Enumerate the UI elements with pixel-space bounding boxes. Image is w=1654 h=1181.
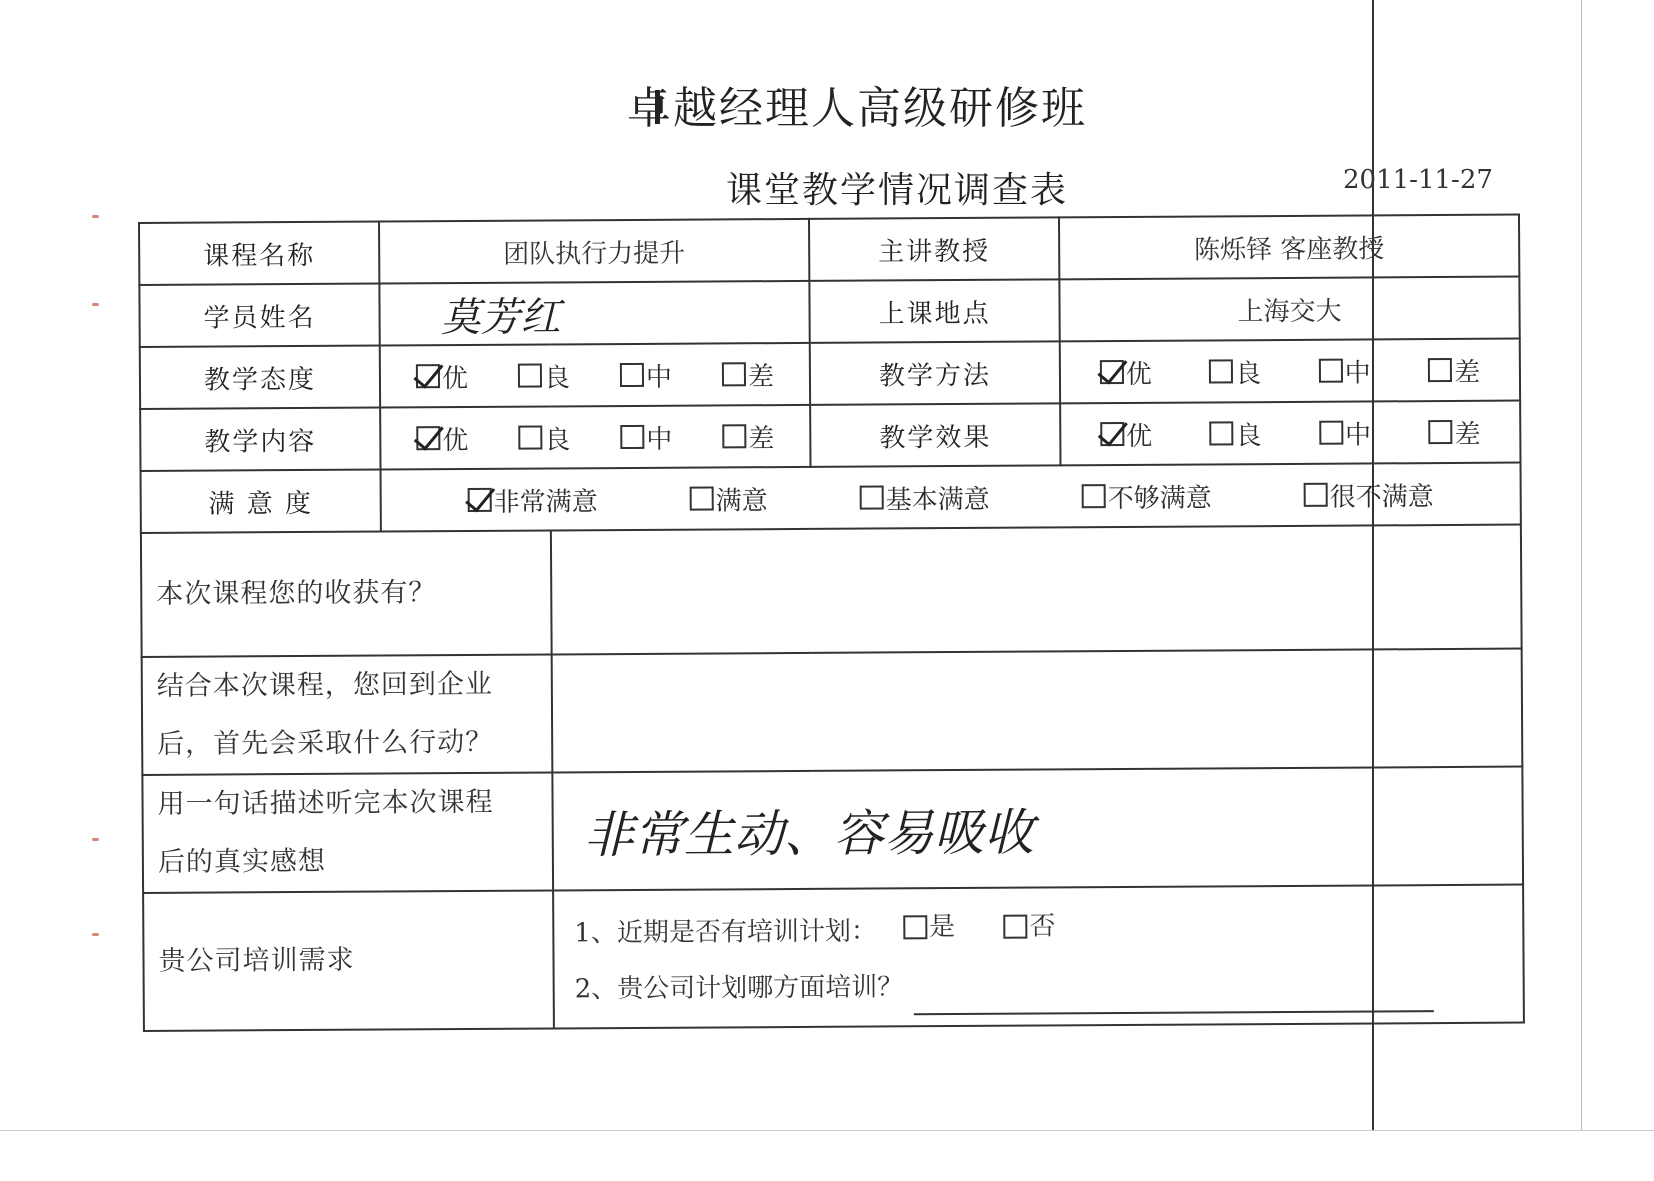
- checkbox-checked-icon[interactable]: [1100, 360, 1124, 384]
- question-gains: 本次课程您的收获有？: [141, 530, 552, 657]
- location-value[interactable]: 上海交大: [1059, 277, 1519, 342]
- attitude-option-good[interactable]: 良: [518, 357, 570, 394]
- attitude-label: 教学态度: [140, 346, 380, 409]
- lecturer-value[interactable]: 陈烁铎 客座教授: [1059, 215, 1519, 280]
- content-option-average[interactable]: 中: [620, 418, 672, 455]
- training-plan-no[interactable]: 否: [1003, 898, 1055, 954]
- satisfaction-option-satisfied[interactable]: 满意: [690, 480, 768, 517]
- student-name-value[interactable]: 莫芳红: [379, 281, 809, 346]
- method-options: [1060, 339, 1520, 404]
- margin-mark: [92, 838, 99, 841]
- satisfaction-options: [381, 463, 1521, 532]
- method-option-good[interactable]: 良: [1209, 353, 1261, 390]
- location-label: 上课地点: [809, 279, 1059, 343]
- training-area-blank[interactable]: [913, 980, 1433, 1015]
- checkbox-checked-icon[interactable]: [416, 364, 440, 388]
- effect-option-average[interactable]: 中: [1319, 414, 1371, 451]
- checkbox-icon[interactable]: [1319, 421, 1343, 445]
- question-actions: 结合本次课程，您回到企业 后，首先会采取什么行动？: [142, 654, 553, 775]
- checkbox-checked-icon[interactable]: [416, 426, 440, 450]
- checkbox-icon[interactable]: [1319, 359, 1343, 383]
- content-options: [380, 405, 810, 470]
- course-name-label: 课程名称: [139, 222, 379, 285]
- checkbox-icon[interactable]: [518, 426, 542, 450]
- checkbox-icon[interactable]: [1428, 420, 1452, 444]
- method-label: 教学方法: [810, 341, 1060, 405]
- margin-mark: [92, 215, 99, 218]
- method-option-poor[interactable]: 差: [1428, 351, 1480, 388]
- document-subtitle: 课堂教学情况调查表: [725, 170, 1068, 211]
- content-option-excellent[interactable]: 优: [416, 419, 468, 456]
- checkbox-icon[interactable]: [722, 424, 746, 448]
- document-date: 2011-11-27: [1343, 165, 1493, 195]
- satisfaction-label: 满 意 度: [141, 470, 381, 533]
- lecturer-label: 主讲教授: [809, 217, 1059, 281]
- checkbox-icon[interactable]: [1304, 483, 1328, 507]
- checkbox-icon[interactable]: [1003, 915, 1027, 939]
- margin-mark: [92, 303, 99, 306]
- course-name-value[interactable]: 团队执行力提升: [379, 219, 809, 284]
- content-label: 教学内容: [140, 408, 380, 471]
- training-needs-label: 贵公司培训需求: [143, 890, 554, 1031]
- checkbox-icon[interactable]: [518, 364, 542, 388]
- training-area-question: 2、贵公司计划哪方面培训？: [575, 956, 1503, 1018]
- effect-option-excellent[interactable]: 优: [1100, 415, 1152, 452]
- content-option-good[interactable]: 良: [518, 419, 570, 456]
- student-name-label: 学员姓名: [139, 284, 379, 347]
- answer-gains[interactable]: [551, 525, 1522, 655]
- checkbox-icon[interactable]: [1082, 484, 1106, 508]
- attitude-option-excellent[interactable]: 优: [416, 357, 468, 394]
- checkbox-icon[interactable]: [1209, 421, 1233, 445]
- satisfaction-option-very-unsatisfied[interactable]: 很不满意: [1304, 476, 1434, 514]
- effect-option-good[interactable]: 良: [1209, 415, 1261, 452]
- paper-bottom-edge: [0, 1130, 1654, 1131]
- checkbox-icon[interactable]: [620, 425, 644, 449]
- effect-options: [1060, 401, 1520, 466]
- answer-feeling[interactable]: 非常生动、容易吸收: [552, 767, 1523, 891]
- effect-label: 教学效果: [810, 403, 1060, 467]
- answer-actions[interactable]: [552, 649, 1523, 773]
- checkbox-icon[interactable]: [722, 362, 746, 386]
- attitude-option-poor[interactable]: 差: [722, 356, 774, 393]
- attitude-option-average[interactable]: 中: [620, 356, 672, 393]
- margin-mark: [92, 933, 99, 936]
- survey-form: [138, 214, 1523, 1040]
- satisfaction-option-very-satisfied[interactable]: 非常满意: [468, 481, 598, 519]
- effect-option-poor[interactable]: 差: [1428, 413, 1480, 450]
- checkbox-checked-icon[interactable]: [1100, 422, 1124, 446]
- checkbox-icon[interactable]: [860, 485, 884, 509]
- content-option-poor[interactable]: 差: [722, 418, 774, 455]
- checkbox-icon[interactable]: [690, 486, 714, 510]
- training-plan-question: 1、近期是否有培训计划： 是 否: [574, 896, 1502, 962]
- document-title: 卓越经理人高级研修班: [627, 83, 1087, 134]
- method-option-excellent[interactable]: 优: [1100, 353, 1152, 390]
- satisfaction-option-not-satisfied[interactable]: 不够满意: [1082, 477, 1212, 515]
- training-needs-answers: [553, 885, 1524, 1029]
- checkbox-icon[interactable]: [620, 363, 644, 387]
- method-option-average[interactable]: 中: [1319, 352, 1371, 389]
- training-plan-yes[interactable]: 是: [903, 899, 955, 955]
- attitude-options: [380, 343, 810, 408]
- question-feeling: 用一句话描述听完本次课程 后的真实感想: [142, 772, 553, 893]
- checkbox-icon[interactable]: [1428, 358, 1452, 382]
- satisfaction-option-basically-satisfied[interactable]: 基本满意: [860, 478, 990, 516]
- survey-table: [138, 214, 1525, 1032]
- checkbox-icon[interactable]: [1209, 359, 1233, 383]
- checkbox-checked-icon[interactable]: [468, 488, 492, 512]
- checkbox-icon[interactable]: [903, 915, 927, 939]
